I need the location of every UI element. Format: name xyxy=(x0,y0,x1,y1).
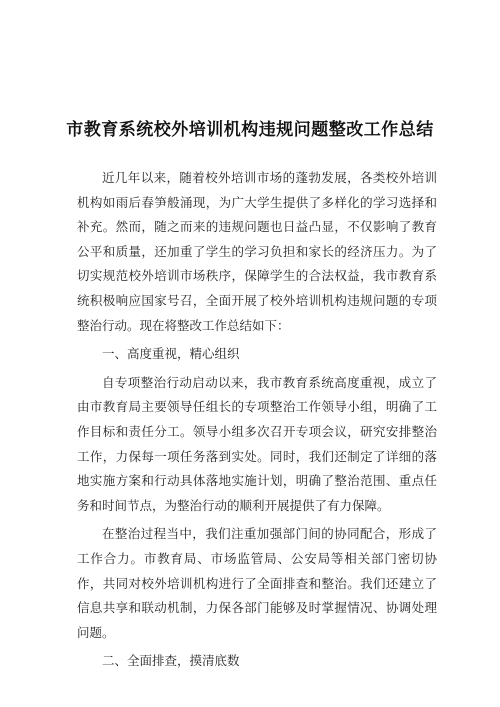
document-body xyxy=(77,166,437,674)
body-paragraph: 自专项整治行动启动以来，我市教育系统高度重视，成立了由市教育局主要领导任组长的专项整治工作领导小组，明确了工作目标和责任分工。领导小组多次召开专项会议，研究安排整治工作，力保每一项任务落到实处。同时，我们还制定了详细的落地实施方案和行动具体落地实施计划，明确了整治范围、重点任务和时间节点，为整治行动的顺利开展提供了有力保障。 xyxy=(77,374,437,513)
body-paragraph: 在整治过程当中，我们注重加强部门间的协同配合，形成了工作合力。市教育局、市场监管局、公安局等相关部门密切协作，共同对校外培训机构进行了全面排查和整治。我们还建立了信息共享和联动机制，力保各部门能够及时掌握情况、协调处理问题。 xyxy=(77,526,437,640)
section-heading-1: 一、高度重视，精心组织 xyxy=(102,346,240,362)
document-title: 市教育系统校外培训机构违规问题整改工作总结 xyxy=(66,120,434,140)
intro-paragraph: 近几年以来，随着校外培训市场的蓬勃发展，各类校外培训机构如雨后春笋般涌现，为广大学生提供了多样化的学习选择和补充。然而，随之而来的违规问题也日益凸显，不仅影响了教育公平和质量，还加重了学生的学习负担和家长的经济压力。为了切实规范校外培训市场秩序，保障学生的合法权益，我市教育系统积极响应国家号召，全面开展了校外培训机构违规问题的专项整治行动。现在将整改工作总结如下： xyxy=(77,170,437,333)
section-heading-2: 二、全面排查，摸清底数 xyxy=(102,653,240,669)
